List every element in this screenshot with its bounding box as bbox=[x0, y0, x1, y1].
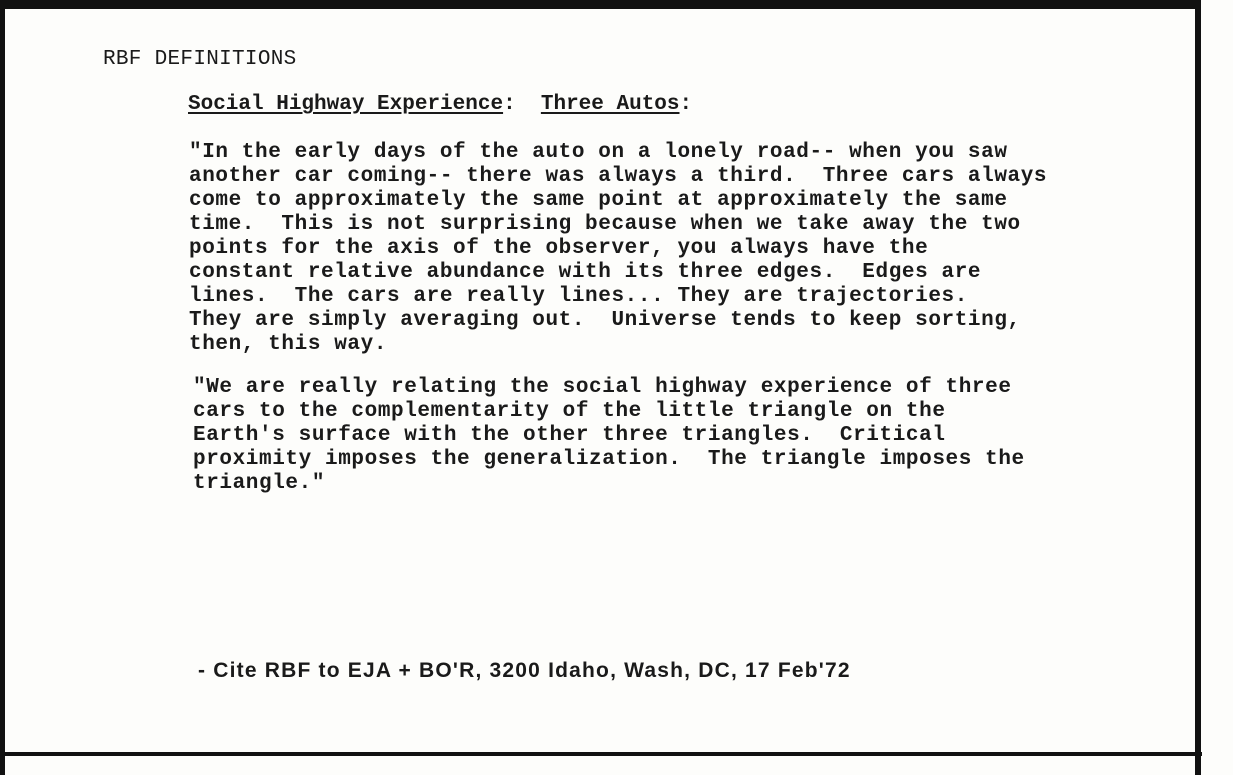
citation: - Cite RBF to EJA + BO'R, 3200 Idaho, Wash, DC, 17 Feb'72 bbox=[198, 659, 851, 682]
quote-paragraph-2: "We are really relating the social highway experience of three cars to the complementarity of the little triangle on the Earth's surface with the other three triangles. Critical proximity imposes the generalization. The triangle imposes the triangle." bbox=[193, 376, 1025, 495]
card-border-top bbox=[0, 0, 1200, 9]
heading-separator: : bbox=[503, 93, 541, 116]
term-three-autos: Three Autos bbox=[540, 93, 680, 116]
definition-heading bbox=[188, 91, 692, 119]
card-border-right bbox=[1195, 0, 1201, 775]
quote-paragraph-1: "In the early days of the auto on a lonely road-- when you saw another car coming-- there was always a third. Three cars always come to approximately the same point at approximately the same time. This is not surprising because when we take away the two points for the axis of the observer, you always have the constant relative abundance with its three edges. Edges are lines. The cars are really lines... They are trajectories. They are simply averaging out. Universe tends to keep sorting, then, this way. bbox=[189, 141, 1048, 356]
heading-end: : bbox=[679, 93, 693, 116]
card-border-bottom bbox=[0, 752, 1202, 756]
card-border-left bbox=[0, 0, 5, 775]
term-social-highway-experience: Social Highway Experience bbox=[188, 93, 504, 116]
document-header: RBF DEFINITIONS bbox=[103, 48, 297, 71]
